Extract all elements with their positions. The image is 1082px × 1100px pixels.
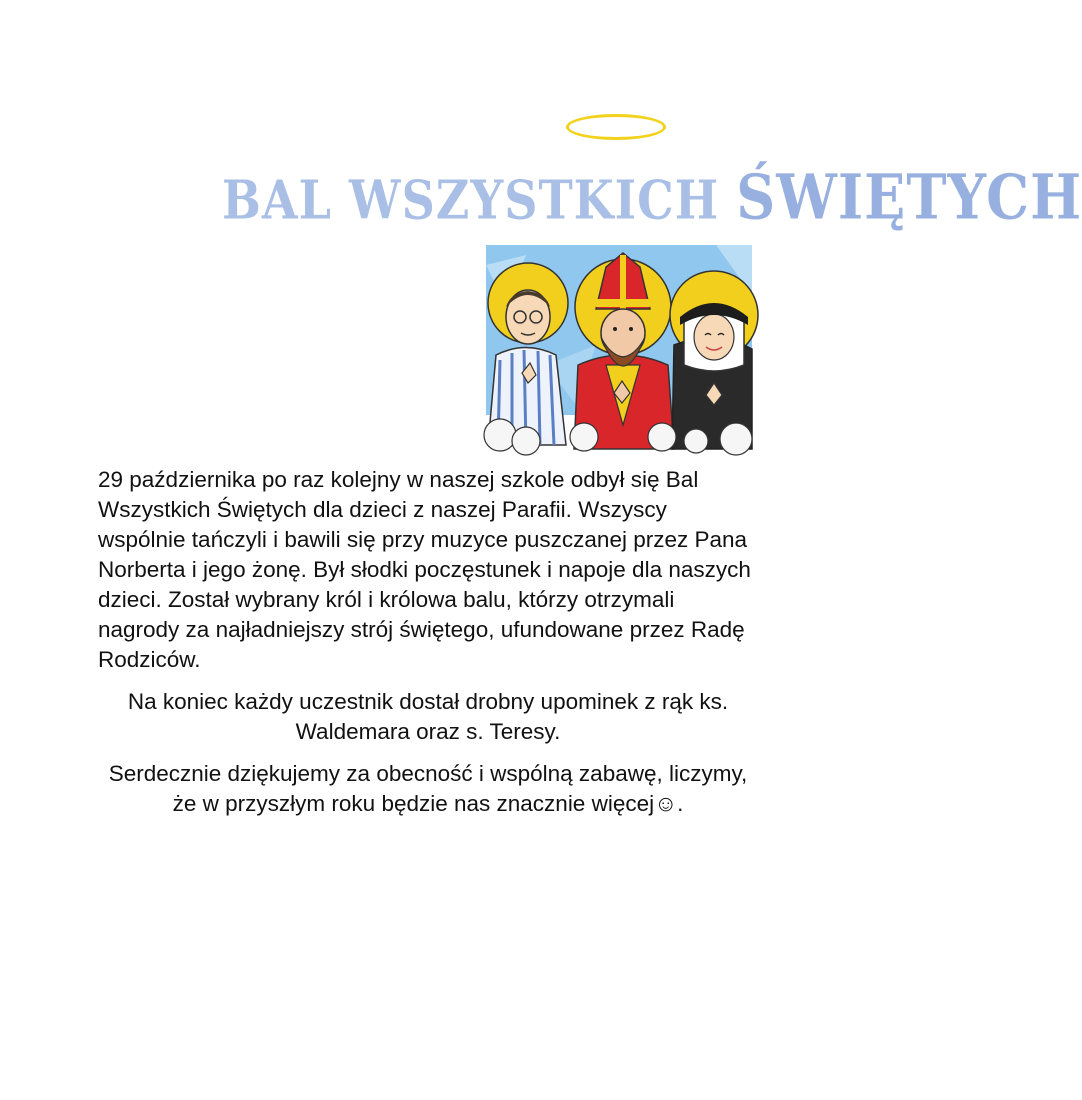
article-body xyxy=(98,465,758,819)
page-title xyxy=(222,160,1082,234)
halo-icon xyxy=(566,114,666,140)
title-banner xyxy=(222,112,1082,234)
three-saints-illustration xyxy=(486,245,752,449)
article-paragraph-1: 29 października po raz kolejny w naszej szkole odbył się Bal Wszystkich Świętych dla dzieci z naszej Parafii. Wszyscy wspólnie tańczyli i bawili się przy muzyce puszczanej przez Pana Norberta i jego żonę. Był słodki poczęstunek i napoje dla naszych dzieci. Został wybrany król i królowa balu, którzy otrzymali nagrody za najładniejszy strój świętego, ufundowane przez Radę Rodziców. xyxy=(98,467,751,672)
title-part-2: ŚWIĘTYCH xyxy=(736,160,1082,234)
article-paragraph-2: Na koniec każdy uczestnik dostał drobny upominek z rąk ks. Waldemara oraz s. Teresy. xyxy=(127,689,729,744)
article-paragraph-3: Serdecznie dziękujemy za obecność i wspólną zabawę, liczymy, że w przyszłym roku będzie nas znacznie więcej☺. xyxy=(108,761,748,816)
title-part-1: BAL WSZYSTKICH xyxy=(222,169,737,232)
